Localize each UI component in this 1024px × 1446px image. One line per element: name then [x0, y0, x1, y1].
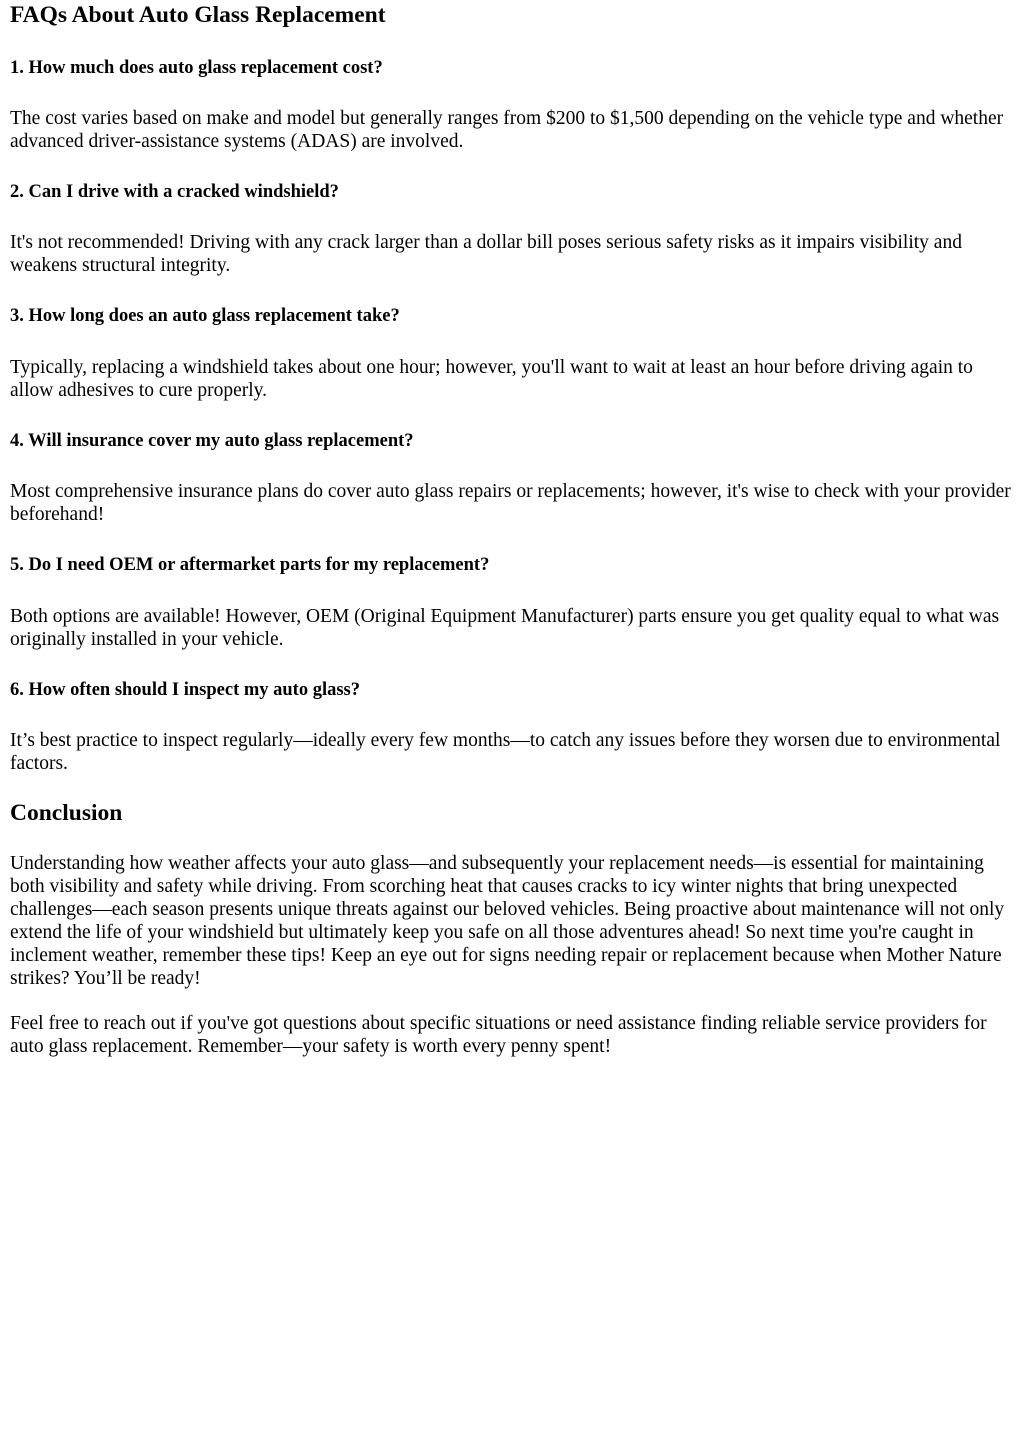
faq-question: 1. How much does auto glass replacement cost? — [10, 58, 383, 78]
faq-question: 4. Will insurance cover my auto glass replacement? — [10, 431, 414, 451]
faq-question: 5. Do I need OEM or aftermarket parts for my replacement? — [10, 555, 490, 575]
conclusion-paragraph: Understanding how weather affects your auto glass—and subsequently your replacement needs—is essential for maintaining both visibility and safety while driving. From scorching heat that causes cracks to icy winter nights that bring unexpected challenges—each season presents unique threats against our beloved vehicles. Being proactive about maintenance will not only extend the life of your windshield but ultimately keep you safe on all those adventures ahead! So next time you're caught in inclement weather, remember these tips! Keep an eye out for signs needing repair or replacement because when Mother Nature strikes? You’ll be ready! — [10, 853, 1005, 989]
faq-answer: The cost varies based on make and model but generally ranges from $200 to $1,500 depending on the vehicle type and whether advanced driver-assistance systems (ADAS) are involved. — [10, 108, 1004, 152]
faq-answer: Both options are available! However, OEM (Original Equipment Manufacturer) parts ensure you get quality equal to what was originally installed in your vehicle. — [10, 606, 1000, 650]
faq-section-title: FAQs About Auto Glass Replacement — [10, 2, 386, 28]
faq-answer: Typically, replacing a windshield takes about one hour; however, you'll want to wait at least an hour before driving again to allow adhesives to cure properly. — [10, 357, 973, 401]
faq-question: 3. How long does an auto glass replacement take? — [10, 306, 400, 326]
conclusion-paragraph: Feel free to reach out if you've got questions about specific situations or need assistance finding reliable service providers for auto glass replacement. Remember—your safety is worth every penny spent! — [10, 1013, 987, 1057]
faq-question: 2. Can I drive with a cracked windshield? — [10, 182, 339, 202]
faq-answer: It's not recommended! Driving with any crack larger than a dollar bill poses serious safety risks as it impairs visibility and weakens structural integrity. — [10, 232, 962, 276]
faq-answer: Most comprehensive insurance plans do cover auto glass repairs or replacements; however, it's wise to check with your provider beforehand! — [10, 481, 1011, 525]
faq-answer: It’s best practice to inspect regularly—ideally every few months—to catch any issues before they worsen due to environmental factors. — [10, 730, 1001, 774]
faq-question: 6. How often should I inspect my auto glass? — [10, 680, 361, 700]
conclusion-heading: Conclusion — [10, 800, 123, 826]
